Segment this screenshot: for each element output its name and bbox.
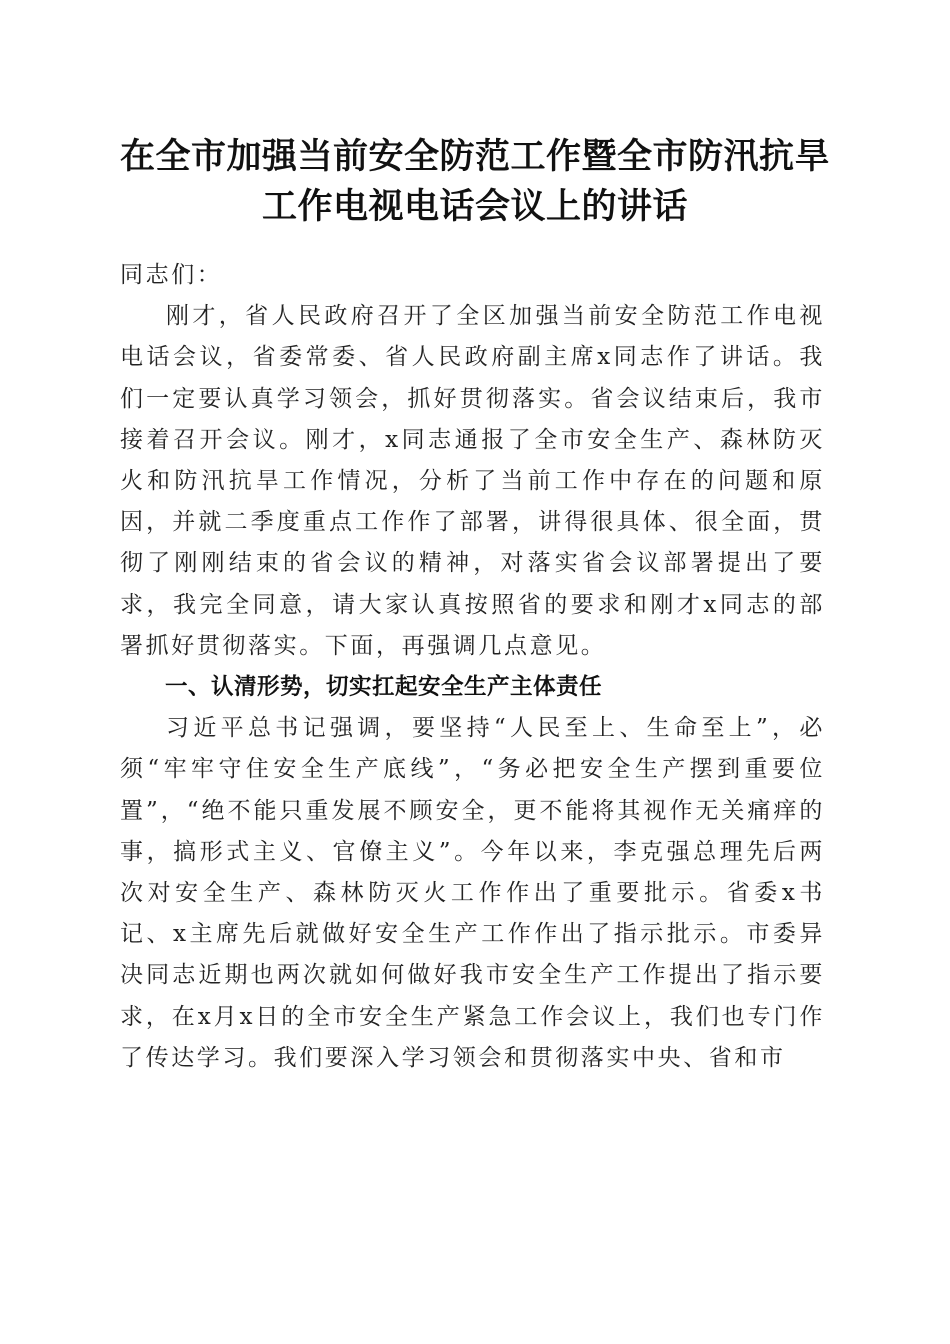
title-line-1: 在全市加强当前安全防范工作暨全市防汛抗旱 [119,136,830,177]
document-title [100,132,850,232]
salutation: 同志们： [120,262,223,288]
section-heading-1: 一、认清形势，切实扛起安全生产主体责任 [165,674,603,701]
paragraph-opening: 刚才，省人民政府召开了全区加强当前安全防范工作电视电话会议，省委常委、省人民政府副主席x同志作了讲话。我们一定要认真学习领会，抓好贯彻落实。省会议结束后，我市接着召开会议。刚才，x同志通报了全市安全生产、森林防灭火和防汛抗旱工作情况，分析了当前工作中存在的问题和原因，并就二季度重点工作作了部署，讲得很具体、很全面，贯彻了刚刚结束的省会议的精神，对落实省会议部署提出了要求，我完全同意，请大家认真按照省的要求和刚才x同志的部署抓好贯彻落实。下面，再强调几点意见。 [120,303,825,659]
document-body [120,255,825,1079]
paragraph-section-1: 习近平总书记强调，要坚持“人民至上、生命至上”，必须“牢牢守住安全生产底线”，“务必把安全生产摆到重要位置”，“绝不能只重发展不顾安全，更不能将其视作无关痛痒的事，搞形式主义、官僚主义”。今年以来，李克强总理先后两次对安全生产、森林防灭火工作作出了重要批示。省委x书记、x主席先后就做好安全生产工作作出了指示批示。市委异决同志近期也两次就如何做好我市安全生产工作提出了指示要求，在x月x日的全市安全生产紧急工作会议上，我们也专门作了传达学习。我们要深入学习领会和贯彻落实中央、省和市 [120,715,825,1071]
title-line-2: 工作电视电话会议上的讲话 [261,186,688,227]
